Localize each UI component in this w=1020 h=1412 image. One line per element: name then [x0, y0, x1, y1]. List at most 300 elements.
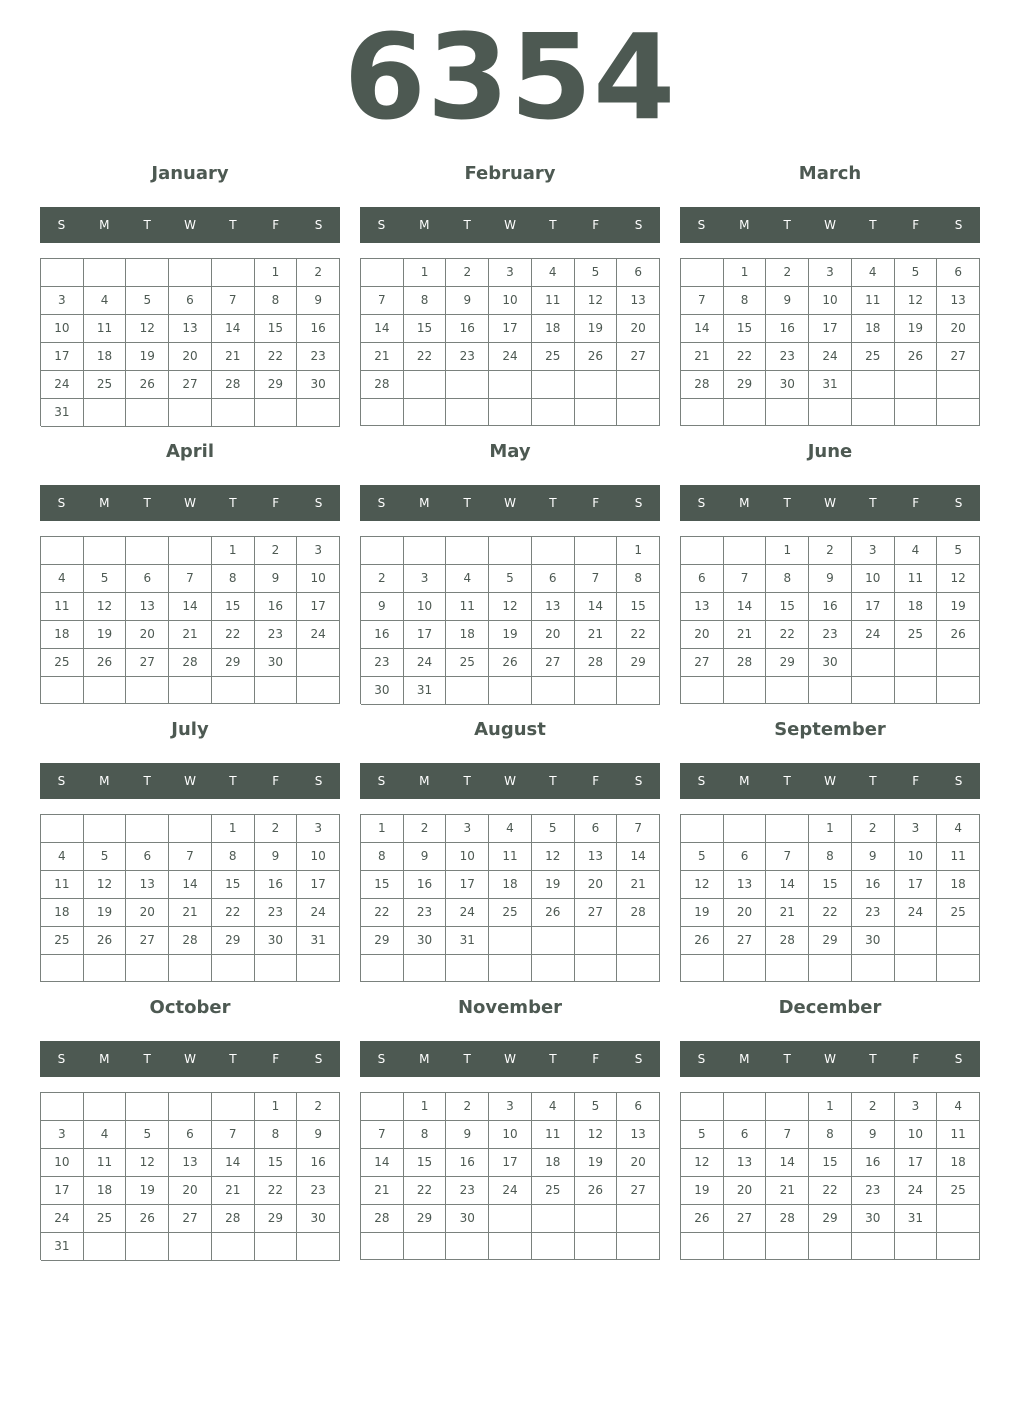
- empty-cell: [766, 399, 809, 426]
- empty-cell: [766, 1093, 809, 1121]
- day-cell: 16: [297, 315, 340, 343]
- empty-cell: [681, 1093, 724, 1121]
- day-cell: 5: [84, 843, 127, 871]
- weekday-label: S: [57, 774, 66, 788]
- day-cell: 8: [404, 1121, 447, 1149]
- empty-cell: [41, 677, 84, 704]
- empty-cell: [617, 371, 660, 399]
- day-cell: 11: [532, 287, 575, 315]
- day-cell: 19: [937, 593, 980, 621]
- empty-cell: [212, 399, 255, 427]
- day-cell: 27: [617, 343, 660, 371]
- day-cell: 22: [361, 899, 404, 927]
- month-name: June: [807, 441, 853, 462]
- weekday-label: T: [869, 496, 877, 510]
- day-cell: 27: [126, 927, 169, 955]
- weekday-header: [40, 207, 340, 243]
- weekday-label: W: [184, 1052, 196, 1066]
- empty-cell: [84, 815, 127, 843]
- empty-cell: [212, 955, 255, 982]
- empty-cell: [126, 955, 169, 982]
- day-cell: 24: [446, 899, 489, 927]
- day-cell: 6: [937, 259, 980, 287]
- empty-cell: [126, 537, 169, 565]
- empty-cell: [212, 1233, 255, 1261]
- weekday-label: T: [549, 496, 557, 510]
- empty-cell: [937, 955, 980, 982]
- day-cell: 11: [446, 593, 489, 621]
- day-cell: 2: [361, 565, 404, 593]
- day-grid: [680, 814, 980, 982]
- day-cell: 4: [84, 287, 127, 315]
- weekday-header: [680, 763, 980, 799]
- empty-cell: [681, 259, 724, 287]
- day-cell: 20: [169, 1177, 212, 1205]
- empty-cell: [766, 955, 809, 982]
- day-cell: 23: [255, 621, 298, 649]
- day-cell: 24: [41, 1205, 84, 1233]
- day-cell: 18: [895, 593, 938, 621]
- day-cell: 3: [404, 565, 447, 593]
- empty-cell: [212, 677, 255, 704]
- day-cell: 9: [255, 843, 298, 871]
- day-cell: 20: [575, 871, 618, 899]
- empty-cell: [404, 955, 447, 982]
- day-cell: 21: [681, 343, 724, 371]
- empty-cell: [169, 399, 212, 427]
- day-cell: 1: [404, 259, 447, 287]
- day-cell: 22: [404, 1177, 447, 1205]
- day-cell: 21: [361, 1177, 404, 1205]
- day-cell: 16: [255, 593, 298, 621]
- day-cell: 27: [681, 649, 724, 677]
- day-cell: 8: [361, 843, 404, 871]
- day-cell: 11: [84, 315, 127, 343]
- day-cell: 15: [404, 1149, 447, 1177]
- empty-cell: [169, 815, 212, 843]
- empty-cell: [361, 1233, 404, 1260]
- day-cell: 18: [41, 899, 84, 927]
- day-cell: 23: [809, 621, 852, 649]
- weekday-label: T: [549, 1052, 557, 1066]
- day-cell: 28: [617, 899, 660, 927]
- day-cell: 12: [681, 1149, 724, 1177]
- weekday-label: T: [869, 1052, 877, 1066]
- day-cell: 9: [809, 565, 852, 593]
- day-cell: 1: [724, 259, 767, 287]
- weekday-label: S: [697, 496, 706, 510]
- empty-cell: [404, 371, 447, 399]
- day-cell: 30: [255, 649, 298, 677]
- weekday-header: [40, 763, 340, 799]
- weekday-label: F: [272, 496, 280, 510]
- day-cell: 9: [446, 287, 489, 315]
- weekday-label: S: [57, 218, 66, 232]
- day-cell: 3: [809, 259, 852, 287]
- empty-cell: [809, 677, 852, 704]
- day-grid: [680, 1092, 980, 1260]
- day-cell: 13: [724, 1149, 767, 1177]
- weekday-label: M: [739, 774, 750, 788]
- day-cell: 17: [41, 1177, 84, 1205]
- weekday-label: M: [419, 218, 430, 232]
- day-cell: 19: [532, 871, 575, 899]
- day-cell: 8: [766, 565, 809, 593]
- day-cell: 5: [681, 1121, 724, 1149]
- day-cell: 28: [766, 1205, 809, 1233]
- day-cell: 22: [724, 343, 767, 371]
- weekday-label: F: [272, 774, 280, 788]
- day-cell: 21: [575, 621, 618, 649]
- day-cell: 7: [617, 815, 660, 843]
- day-cell: 26: [126, 1205, 169, 1233]
- empty-cell: [41, 537, 84, 565]
- day-cell: 16: [361, 621, 404, 649]
- month-name: April: [165, 441, 215, 462]
- empty-cell: [937, 399, 980, 426]
- day-cell: 25: [937, 1177, 980, 1205]
- day-cell: 16: [809, 593, 852, 621]
- empty-cell: [489, 537, 532, 565]
- weekday-label: M: [99, 218, 110, 232]
- day-cell: 18: [532, 1149, 575, 1177]
- empty-cell: [126, 399, 169, 427]
- day-cell: 8: [724, 287, 767, 315]
- day-cell: 3: [41, 1121, 84, 1149]
- month-name: March: [798, 163, 862, 184]
- day-cell: 11: [937, 1121, 980, 1149]
- day-cell: 29: [809, 927, 852, 955]
- empty-cell: [724, 1233, 767, 1260]
- empty-cell: [852, 1233, 895, 1260]
- empty-cell: [41, 1093, 84, 1121]
- day-cell: 4: [84, 1121, 127, 1149]
- day-cell: 12: [575, 1121, 618, 1149]
- day-cell: 26: [937, 621, 980, 649]
- weekday-label: M: [739, 1052, 750, 1066]
- day-cell: 8: [212, 843, 255, 871]
- empty-cell: [895, 927, 938, 955]
- day-cell: 26: [84, 649, 127, 677]
- day-cell: 24: [489, 1177, 532, 1205]
- day-cell: 20: [126, 621, 169, 649]
- day-cell: 23: [404, 899, 447, 927]
- empty-cell: [361, 399, 404, 426]
- day-cell: 13: [575, 843, 618, 871]
- day-cell: 23: [361, 649, 404, 677]
- empty-cell: [169, 1093, 212, 1121]
- day-cell: 27: [724, 1205, 767, 1233]
- day-cell: 14: [766, 871, 809, 899]
- day-cell: 25: [84, 371, 127, 399]
- empty-cell: [126, 1093, 169, 1121]
- weekday-label: S: [314, 218, 323, 232]
- empty-cell: [532, 399, 575, 426]
- day-cell: 10: [895, 843, 938, 871]
- day-cell: 9: [297, 1121, 340, 1149]
- day-cell: 11: [84, 1149, 127, 1177]
- weekday-label: W: [504, 218, 516, 232]
- day-grid: [40, 814, 340, 982]
- weekday-label: S: [57, 1052, 66, 1066]
- weekday-label: S: [57, 496, 66, 510]
- day-cell: 10: [446, 843, 489, 871]
- weekday-label: T: [229, 218, 237, 232]
- day-cell: 12: [681, 871, 724, 899]
- day-cell: 2: [852, 1093, 895, 1121]
- day-cell: 6: [724, 843, 767, 871]
- empty-cell: [297, 399, 340, 427]
- month-name: May: [489, 441, 531, 462]
- weekday-label: M: [419, 774, 430, 788]
- weekday-label: S: [634, 218, 643, 232]
- day-cell: 11: [937, 843, 980, 871]
- day-cell: 25: [852, 343, 895, 371]
- day-cell: 29: [361, 927, 404, 955]
- weekday-label: S: [954, 496, 963, 510]
- weekday-label: W: [504, 496, 516, 510]
- day-cell: 5: [937, 537, 980, 565]
- day-cell: 21: [766, 899, 809, 927]
- day-cell: 22: [809, 899, 852, 927]
- weekday-label: F: [912, 496, 920, 510]
- empty-cell: [766, 677, 809, 704]
- day-cell: 12: [126, 315, 169, 343]
- weekday-label: T: [783, 496, 791, 510]
- empty-cell: [724, 815, 767, 843]
- day-cell: 23: [852, 1177, 895, 1205]
- day-cell: 4: [532, 259, 575, 287]
- weekday-label: F: [592, 1052, 600, 1066]
- empty-cell: [724, 399, 767, 426]
- day-cell: 9: [852, 843, 895, 871]
- day-cell: 4: [532, 1093, 575, 1121]
- day-cell: 8: [404, 287, 447, 315]
- day-cell: 26: [575, 343, 618, 371]
- weekday-label: S: [314, 774, 323, 788]
- day-cell: 31: [895, 1205, 938, 1233]
- day-cell: 12: [84, 593, 127, 621]
- day-cell: 14: [212, 1149, 255, 1177]
- day-grid: [360, 258, 660, 426]
- day-cell: 6: [617, 259, 660, 287]
- day-cell: 19: [895, 315, 938, 343]
- day-cell: 31: [41, 1233, 84, 1261]
- day-cell: 26: [532, 899, 575, 927]
- weekday-header: [680, 1041, 980, 1077]
- weekday-label: W: [184, 496, 196, 510]
- empty-cell: [84, 399, 127, 427]
- day-cell: 20: [724, 1177, 767, 1205]
- empty-cell: [361, 259, 404, 287]
- day-cell: 19: [84, 621, 127, 649]
- day-cell: 26: [681, 927, 724, 955]
- day-cell: 25: [446, 649, 489, 677]
- day-cell: 21: [212, 1177, 255, 1205]
- weekday-label: T: [143, 774, 151, 788]
- day-cell: 19: [126, 1177, 169, 1205]
- weekday-label: S: [377, 1052, 386, 1066]
- empty-cell: [489, 1205, 532, 1233]
- day-cell: 13: [617, 1121, 660, 1149]
- day-cell: 10: [41, 315, 84, 343]
- weekday-header: [680, 207, 980, 243]
- day-cell: 19: [489, 621, 532, 649]
- day-cell: 30: [852, 1205, 895, 1233]
- weekday-label: S: [314, 1052, 323, 1066]
- weekday-header: [360, 207, 660, 243]
- empty-cell: [532, 1233, 575, 1260]
- empty-cell: [41, 815, 84, 843]
- day-cell: 30: [297, 371, 340, 399]
- empty-cell: [575, 927, 618, 955]
- day-cell: 28: [361, 371, 404, 399]
- day-cell: 28: [212, 1205, 255, 1233]
- day-cell: 7: [681, 287, 724, 315]
- day-cell: 7: [575, 565, 618, 593]
- day-cell: 16: [446, 1149, 489, 1177]
- day-cell: 13: [681, 593, 724, 621]
- day-cell: 15: [809, 1149, 852, 1177]
- empty-cell: [126, 677, 169, 704]
- day-cell: 30: [255, 927, 298, 955]
- day-cell: 3: [895, 1093, 938, 1121]
- day-cell: 25: [489, 899, 532, 927]
- day-cell: 13: [617, 287, 660, 315]
- day-grid: [40, 1092, 340, 1260]
- day-cell: 21: [766, 1177, 809, 1205]
- day-cell: 16: [404, 871, 447, 899]
- empty-cell: [446, 955, 489, 982]
- day-cell: 9: [255, 565, 298, 593]
- empty-cell: [895, 649, 938, 677]
- weekday-label: T: [463, 1052, 471, 1066]
- day-cell: 19: [681, 899, 724, 927]
- empty-cell: [489, 399, 532, 426]
- month-name: December: [778, 997, 882, 1018]
- empty-cell: [681, 815, 724, 843]
- day-cell: 5: [84, 565, 127, 593]
- day-cell: 1: [212, 815, 255, 843]
- day-cell: 28: [212, 371, 255, 399]
- empty-cell: [489, 677, 532, 705]
- day-cell: 29: [766, 649, 809, 677]
- day-cell: 21: [169, 621, 212, 649]
- day-cell: 30: [361, 677, 404, 705]
- month-name: July: [171, 719, 209, 740]
- day-cell: 14: [212, 315, 255, 343]
- empty-cell: [532, 1205, 575, 1233]
- day-cell: 27: [575, 899, 618, 927]
- day-cell: 20: [169, 343, 212, 371]
- empty-cell: [617, 955, 660, 982]
- empty-cell: [766, 815, 809, 843]
- day-cell: 24: [404, 649, 447, 677]
- empty-cell: [617, 1233, 660, 1260]
- day-cell: 13: [169, 315, 212, 343]
- empty-cell: [446, 677, 489, 705]
- empty-cell: [169, 1233, 212, 1261]
- empty-cell: [532, 537, 575, 565]
- empty-cell: [169, 955, 212, 982]
- empty-cell: [575, 537, 618, 565]
- empty-cell: [404, 537, 447, 565]
- weekday-label: S: [377, 774, 386, 788]
- day-cell: 20: [617, 1149, 660, 1177]
- empty-cell: [809, 955, 852, 982]
- day-cell: 15: [404, 315, 447, 343]
- day-cell: 16: [852, 871, 895, 899]
- day-cell: 27: [532, 649, 575, 677]
- day-cell: 20: [532, 621, 575, 649]
- day-cell: 11: [895, 565, 938, 593]
- day-cell: 20: [681, 621, 724, 649]
- weekday-header: [680, 485, 980, 521]
- empty-cell: [617, 399, 660, 426]
- day-cell: 19: [681, 1177, 724, 1205]
- weekday-label: S: [697, 774, 706, 788]
- day-cell: 31: [297, 927, 340, 955]
- empty-cell: [575, 399, 618, 426]
- day-cell: 26: [84, 927, 127, 955]
- empty-cell: [724, 537, 767, 565]
- day-cell: 5: [126, 287, 169, 315]
- day-cell: 23: [297, 343, 340, 371]
- day-cell: 10: [489, 287, 532, 315]
- empty-cell: [852, 371, 895, 399]
- day-cell: 2: [446, 259, 489, 287]
- weekday-label: T: [549, 774, 557, 788]
- day-cell: 9: [404, 843, 447, 871]
- day-cell: 9: [297, 287, 340, 315]
- day-cell: 12: [895, 287, 938, 315]
- day-cell: 5: [895, 259, 938, 287]
- day-cell: 15: [361, 871, 404, 899]
- weekday-label: S: [954, 774, 963, 788]
- day-cell: 21: [212, 343, 255, 371]
- day-cell: 1: [255, 259, 298, 287]
- day-cell: 19: [575, 1149, 618, 1177]
- empty-cell: [724, 1093, 767, 1121]
- empty-cell: [84, 259, 127, 287]
- day-cell: 29: [212, 927, 255, 955]
- empty-cell: [937, 371, 980, 399]
- weekday-label: M: [99, 1052, 110, 1066]
- day-cell: 28: [169, 927, 212, 955]
- day-cell: 18: [446, 621, 489, 649]
- day-cell: 13: [169, 1149, 212, 1177]
- empty-cell: [937, 649, 980, 677]
- day-cell: 31: [41, 399, 84, 427]
- empty-cell: [681, 537, 724, 565]
- day-cell: 9: [766, 287, 809, 315]
- day-cell: 18: [532, 315, 575, 343]
- empty-cell: [84, 677, 127, 704]
- day-cell: 11: [532, 1121, 575, 1149]
- empty-cell: [446, 537, 489, 565]
- day-cell: 30: [766, 371, 809, 399]
- day-cell: 28: [575, 649, 618, 677]
- day-cell: 15: [766, 593, 809, 621]
- day-cell: 18: [489, 871, 532, 899]
- day-cell: 5: [575, 1093, 618, 1121]
- day-grid: [680, 536, 980, 704]
- weekday-header: [40, 485, 340, 521]
- day-cell: 27: [169, 371, 212, 399]
- day-cell: 6: [169, 287, 212, 315]
- weekday-label: T: [783, 1052, 791, 1066]
- day-cell: 17: [41, 343, 84, 371]
